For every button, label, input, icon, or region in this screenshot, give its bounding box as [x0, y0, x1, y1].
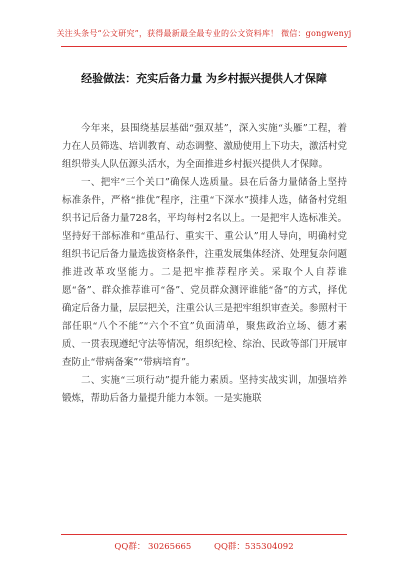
footer-qq-group-2: QQ群：535304092 [214, 542, 294, 552]
footer-qq-group-1: QQ群： 30265665 [114, 542, 192, 552]
header-divider [61, 46, 347, 47]
document-title: 经验做法：充实后备力量 为乡村振兴提供人才保障 [81, 72, 327, 85]
document-body [62, 120, 347, 408]
paragraph-section-2: 二、实施“三项行动”提升能力素质。坚持实战实训，加强培养锻炼，帮助后备力量提升能力本领。一是实施联 [62, 375, 347, 404]
header-banner: 关注头条号“公文研究”，获得最新最全最专业的公文资料库！ 微信：gongwenyj [56, 29, 352, 38]
paragraph-intro: 今年来，县围绕基层基础“强双基”，深入实施“头雁”工程，着力在人员筛选、培训教育、动态调整、激励使用上下功夫，激活村党组织带头人队伍源头活水，为全面推进乡村振兴提供人才保障。 [62, 123, 348, 170]
paragraph-section-1: 一、把牢“三个关口”确保人选质量。县在后备力量储备上坚持标准条件，严格“推优”程序，注重“下深水”摸排人选，储备村党组织书记后备力量728名，平均每村2名以上。一是把牢人选标准关。坚持好干部标准和“重品行、重实干、重公认”用人导向，明确村党组织书记后备力量选拔资格条件，注重发展集体经济、处理复杂问题推进改革攻坚能力。二是把牢推荐程序关。采取个人自荐谁愿“备”、群众推荐谁可“备”、党员群众测评谁能“备”的方式，择优确定后备力量，层层把关，注重公认三是把牢组织审查关。参照村干部任职“八个不能”“六个不宜”负面清单，聚焦政治立场、德才素质、一贯表现遵纪守法等情况，组织纪检、综治、民政等部门开展审查防止“带病备案”“带病培育”。 [62, 177, 348, 368]
footer [0, 540, 408, 552]
footer-divider [61, 534, 347, 535]
